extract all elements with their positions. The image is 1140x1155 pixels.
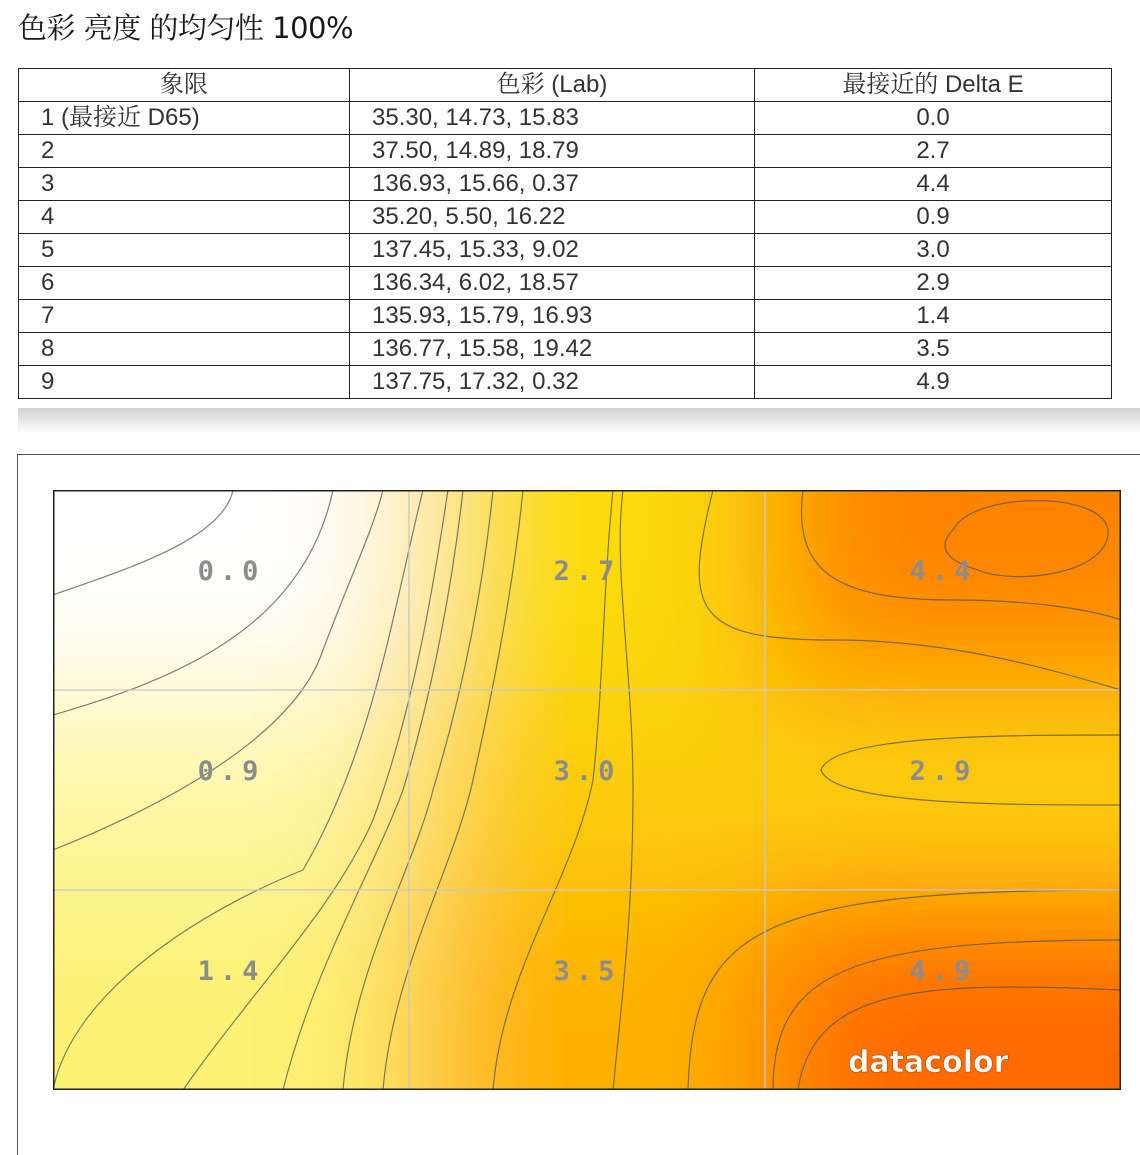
table-row bbox=[19, 300, 1112, 333]
lab-color-cell: 35.30, 14.73, 15.83 bbox=[350, 102, 755, 135]
lab-color-cell: 136.93, 15.66, 0.37 bbox=[350, 168, 755, 201]
delta-e-cell: 3.5 bbox=[755, 333, 1112, 366]
cell-value-label: 3.0 bbox=[553, 756, 621, 787]
lab-color-cell: 136.34, 6.02, 18.57 bbox=[350, 267, 755, 300]
cell-value-label: 2.7 bbox=[553, 556, 621, 587]
table-row bbox=[19, 267, 1112, 300]
delta-e-cell: 1.4 bbox=[755, 300, 1112, 333]
lab-color-cell: 35.20, 5.50, 16.22 bbox=[350, 201, 755, 234]
cell-value-label: 1.4 bbox=[197, 956, 265, 987]
lab-color-cell: 137.75, 17.32, 0.32 bbox=[350, 366, 755, 399]
cell-value-label: 0.0 bbox=[197, 556, 265, 587]
delta-e-cell: 4.9 bbox=[755, 366, 1112, 399]
page-title: 色彩 亮度 的均匀性 100% bbox=[18, 11, 354, 45]
cell-value-label: 4.4 bbox=[909, 556, 977, 587]
delta-e-cell: 0.9 bbox=[755, 201, 1112, 234]
cell-value-label: 2.9 bbox=[909, 756, 977, 787]
header-lab-color: 色彩 (Lab) bbox=[350, 69, 755, 102]
header-delta-e: 最接近的 Delta E bbox=[755, 69, 1112, 102]
lab-color-cell: 135.93, 15.79, 16.93 bbox=[350, 300, 755, 333]
table-row bbox=[19, 102, 1112, 135]
heatmap-cell bbox=[53, 890, 409, 1090]
heatmap-cell bbox=[53, 490, 409, 690]
table-row bbox=[19, 201, 1112, 234]
heatmap-cell bbox=[53, 690, 409, 890]
watermark-datacolor: datacolor bbox=[848, 1045, 1009, 1080]
heatmap-cell bbox=[409, 690, 765, 890]
uniformity-heatmap bbox=[53, 490, 1121, 1090]
table-row bbox=[19, 333, 1112, 366]
table-row bbox=[19, 366, 1112, 399]
header-quadrant: 象限 bbox=[19, 69, 350, 102]
delta-e-cell: 0.0 bbox=[755, 102, 1112, 135]
cell-value-label: 3.5 bbox=[553, 956, 621, 987]
delta-e-cell: 3.0 bbox=[755, 234, 1112, 267]
cell-value-label: 4.9 bbox=[909, 956, 977, 987]
quadrant-cell: 1 (最接近 D65) bbox=[19, 102, 350, 135]
delta-e-cell: 4.4 bbox=[755, 168, 1112, 201]
quadrant-cell: 3 bbox=[19, 168, 350, 201]
quadrant-cell: 6 bbox=[19, 267, 350, 300]
quadrant-cell: 8 bbox=[19, 333, 350, 366]
heatmap-cell bbox=[765, 490, 1121, 690]
quadrant-cell: 5 bbox=[19, 234, 350, 267]
heatmap-cell bbox=[765, 690, 1121, 890]
table-header-row bbox=[19, 69, 1112, 102]
lab-color-cell: 137.45, 15.33, 9.02 bbox=[350, 234, 755, 267]
uniformity-table bbox=[18, 68, 1112, 399]
lab-color-cell: 136.77, 15.58, 19.42 bbox=[350, 333, 755, 366]
table-row bbox=[19, 168, 1112, 201]
cell-value-label: 0.9 bbox=[197, 756, 265, 787]
table-shadow bbox=[18, 408, 1140, 434]
delta-e-cell: 2.7 bbox=[755, 135, 1112, 168]
heatmap-cell bbox=[409, 890, 765, 1090]
quadrant-cell: 2 bbox=[19, 135, 350, 168]
heatmap-cell bbox=[409, 490, 765, 690]
delta-e-cell: 2.9 bbox=[755, 267, 1112, 300]
quadrant-cell: 4 bbox=[19, 201, 350, 234]
table-row bbox=[19, 135, 1112, 168]
table-row bbox=[19, 234, 1112, 267]
quadrant-cell: 7 bbox=[19, 300, 350, 333]
quadrant-cell: 9 bbox=[19, 366, 350, 399]
lab-color-cell: 37.50, 14.89, 18.79 bbox=[350, 135, 755, 168]
